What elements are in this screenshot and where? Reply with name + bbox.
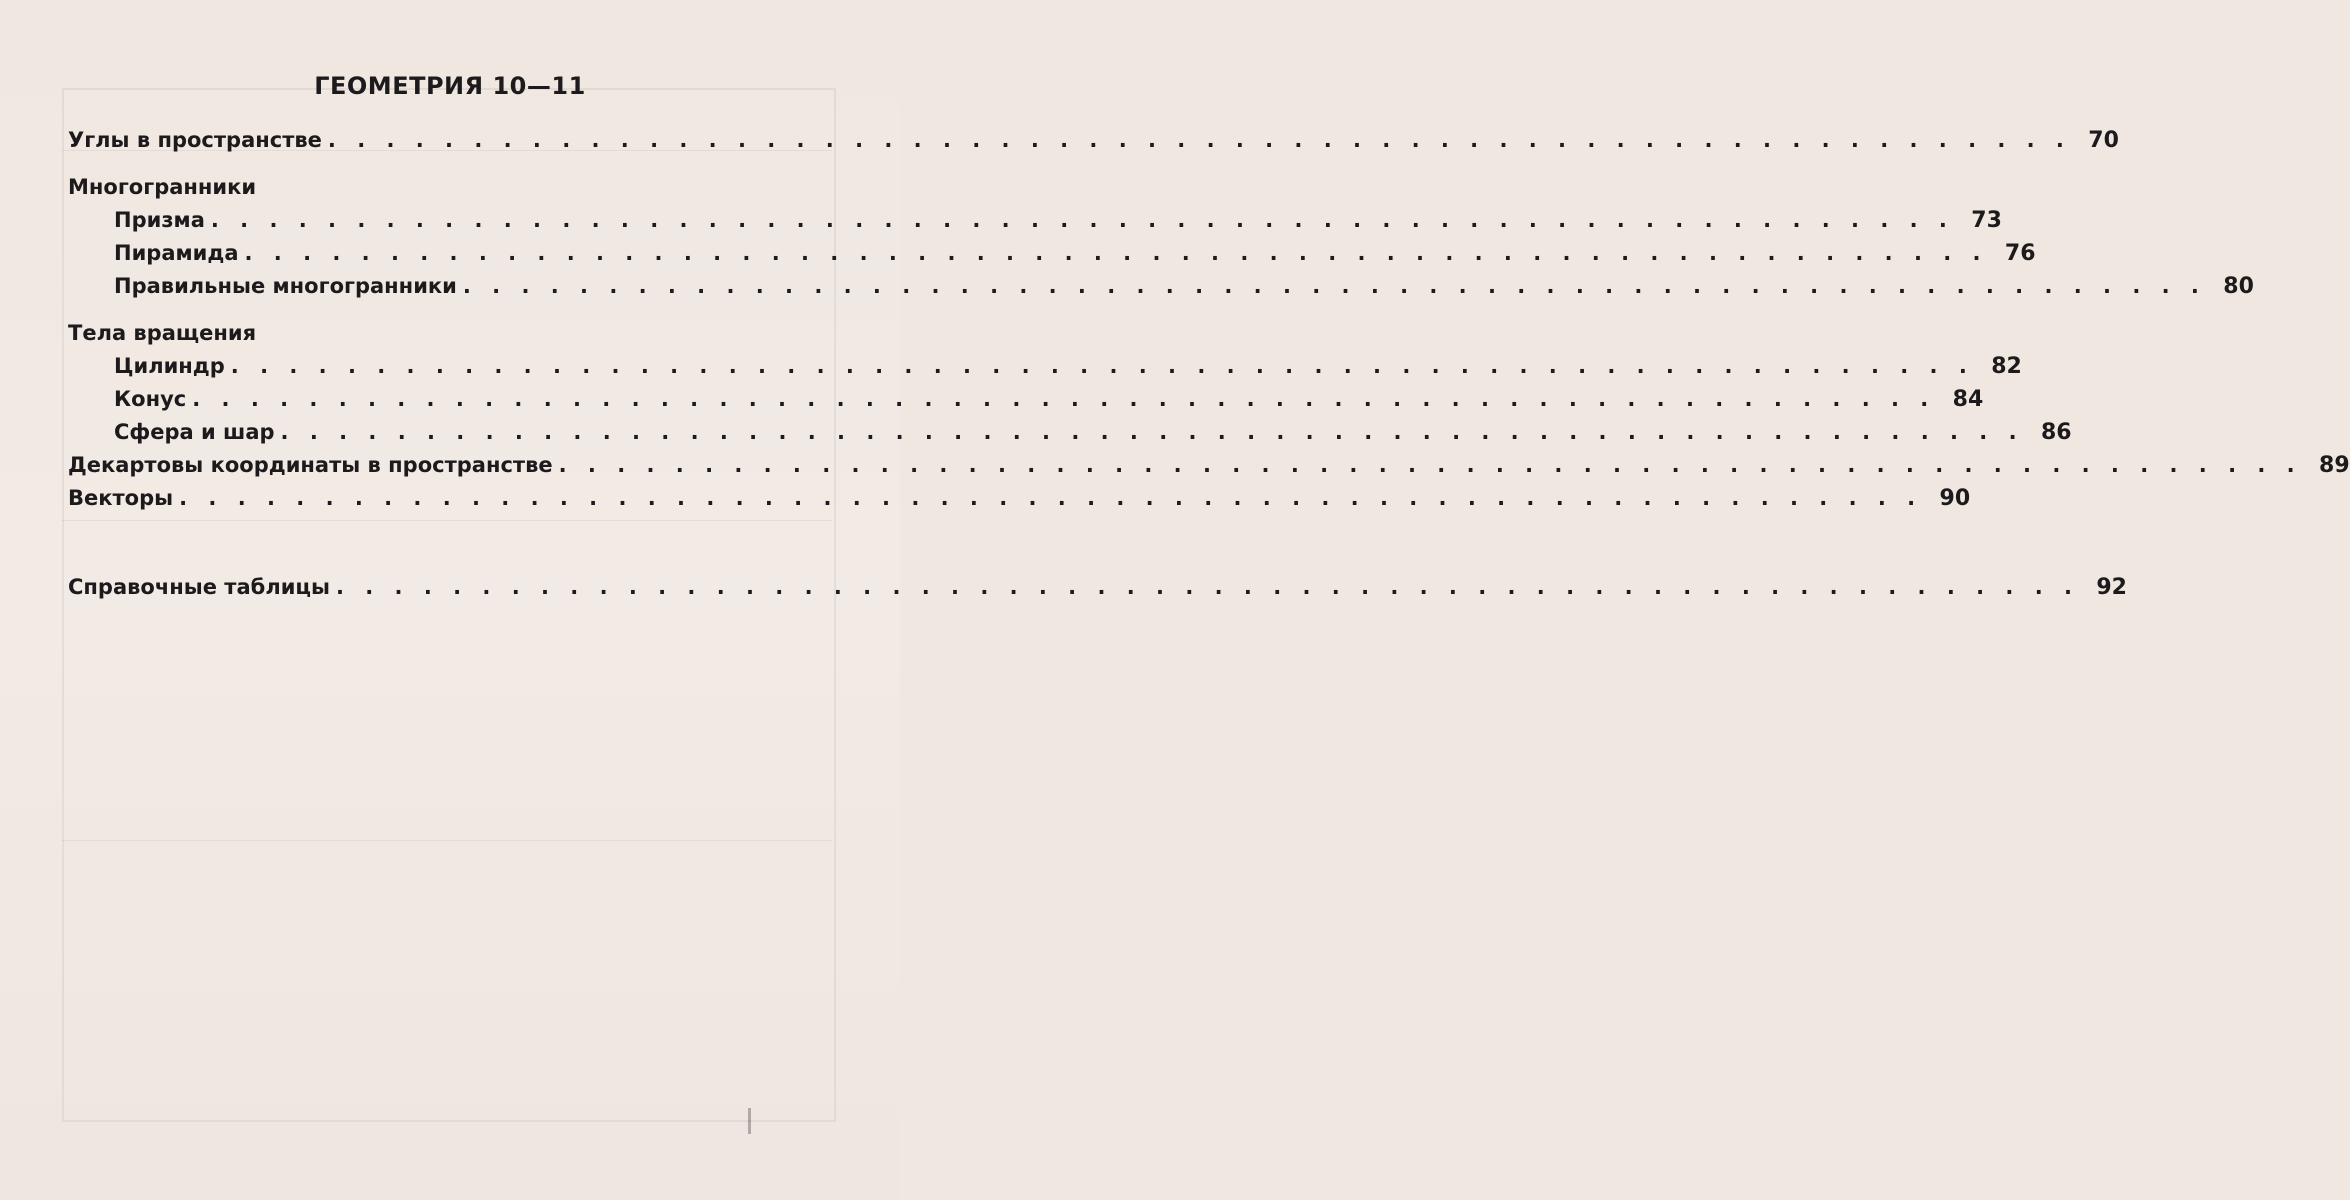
toc-section-polyhedra: Многогранники (68, 175, 257, 199)
toc-page-number: 76 (2004, 241, 2036, 266)
dot-leader: . . . . . . . . . . . . . . . . . . . . . . . . . . . . . . . . . . . . . . . . . . . . . . . . . . . . . . . . . . . . (210, 208, 1954, 232)
toc-entry-prism[interactable] (68, 204, 2002, 237)
toc-entry-label: Правильные многогранники (114, 274, 457, 298)
toc-entry-cone[interactable] (68, 383, 1984, 416)
dot-leader: . . . . . . . . . . . . . . . . . . . . . . . . . . . . . . . . . . . . . . . . . . . . . . . . . . . . . . . . . . . . (244, 241, 1988, 265)
toc-page-number: 84 (1952, 387, 1984, 412)
dot-leader: . . . . . . . . . . . . . . . . . . . . . . . . . . . . . . . . . . . . . . . . . . . . . . . . . . . . . . . . . . . . (179, 486, 1923, 510)
toc-entry-label: Векторы (68, 486, 174, 510)
toc-entry-label: Пирамида (114, 241, 239, 265)
page-title: ГЕОМЕТРИЯ 10—11 (314, 72, 586, 100)
toc-entry-regular-polyhedra[interactable] (68, 270, 2254, 303)
toc-entry-pyramid[interactable] (68, 237, 2036, 270)
toc-page-number: 86 (2040, 420, 2072, 445)
toc-entry-reference-tables[interactable] (68, 571, 2127, 604)
toc-section-solids: Тела вращения (68, 321, 257, 345)
toc-entry-cylinder[interactable] (68, 350, 2022, 383)
table-of-contents (68, 124, 2350, 604)
toc-page-number: 73 (1971, 208, 2002, 233)
toc-entry-sphere[interactable] (68, 416, 2072, 449)
dot-leader: . . . . . . . . . . . . . . . . . . . . . . . . . . . . . . . . . . . . . . . . . . . . . . . . . . . . . . . . . . . . (558, 453, 2302, 477)
dot-leader: . . . . . . . . . . . . . . . . . . . . . . . . . . . . . . . . . . . . . . . . . . . . . . . . . . . . . . . . . . . . (335, 575, 2079, 599)
dot-leader: . . . . . . . . . . . . . . . . . . . . . . . . . . . . . . . . . . . . . . . . . . . . . . . . . . . . . . . . . . . . (327, 128, 2071, 152)
toc-entry-coordinates[interactable] (68, 449, 2350, 482)
toc-page-number: 80 (2223, 274, 2254, 299)
toc-entry-vectors[interactable] (68, 482, 1971, 515)
toc-entry-label: Декартовы координаты в пространстве (68, 453, 553, 477)
dot-leader: . . . . . . . . . . . . . . . . . . . . . . . . . . . . . . . . . . . . . . . . . . . . . . . . . . . . . . . . . . . . (462, 274, 2206, 298)
page-mark (748, 1108, 765, 1134)
toc-page-number: 92 (2096, 575, 2127, 600)
toc-entry-angles[interactable] (68, 124, 2119, 157)
toc-page-number: 89 (2319, 453, 2350, 478)
toc-entry-label: Справочные таблицы (68, 575, 330, 599)
dot-leader: . . . . . . . . . . . . . . . . . . . . . . . . . . . . . . . . . . . . . . . . . . . . . . . . . . . . . . . . . . . . (230, 354, 1974, 378)
toc-entry-label: Призма (114, 208, 205, 232)
dot-leader: . . . . . . . . . . . . . . . . . . . . . . . . . . . . . . . . . . . . . . . . . . . . . . . . . . . . . . . . . . . . (192, 387, 1936, 411)
toc-page-number: 82 (1991, 354, 2022, 379)
toc-entry-label: Конус (114, 387, 187, 411)
dot-leader: . . . . . . . . . . . . . . . . . . . . . . . . . . . . . . . . . . . . . . . . . . . . . . . . . . . . . . . . . . . . (280, 420, 2024, 444)
toc-page-number: 70 (2088, 128, 2119, 153)
show-through-line (62, 840, 832, 841)
toc-page-number: 90 (1939, 486, 1971, 511)
toc-entry-label: Сфера и шар (114, 420, 275, 444)
toc-entry-label: Цилиндр (114, 354, 225, 378)
toc-entry-label: Углы в пространстве (68, 128, 322, 152)
